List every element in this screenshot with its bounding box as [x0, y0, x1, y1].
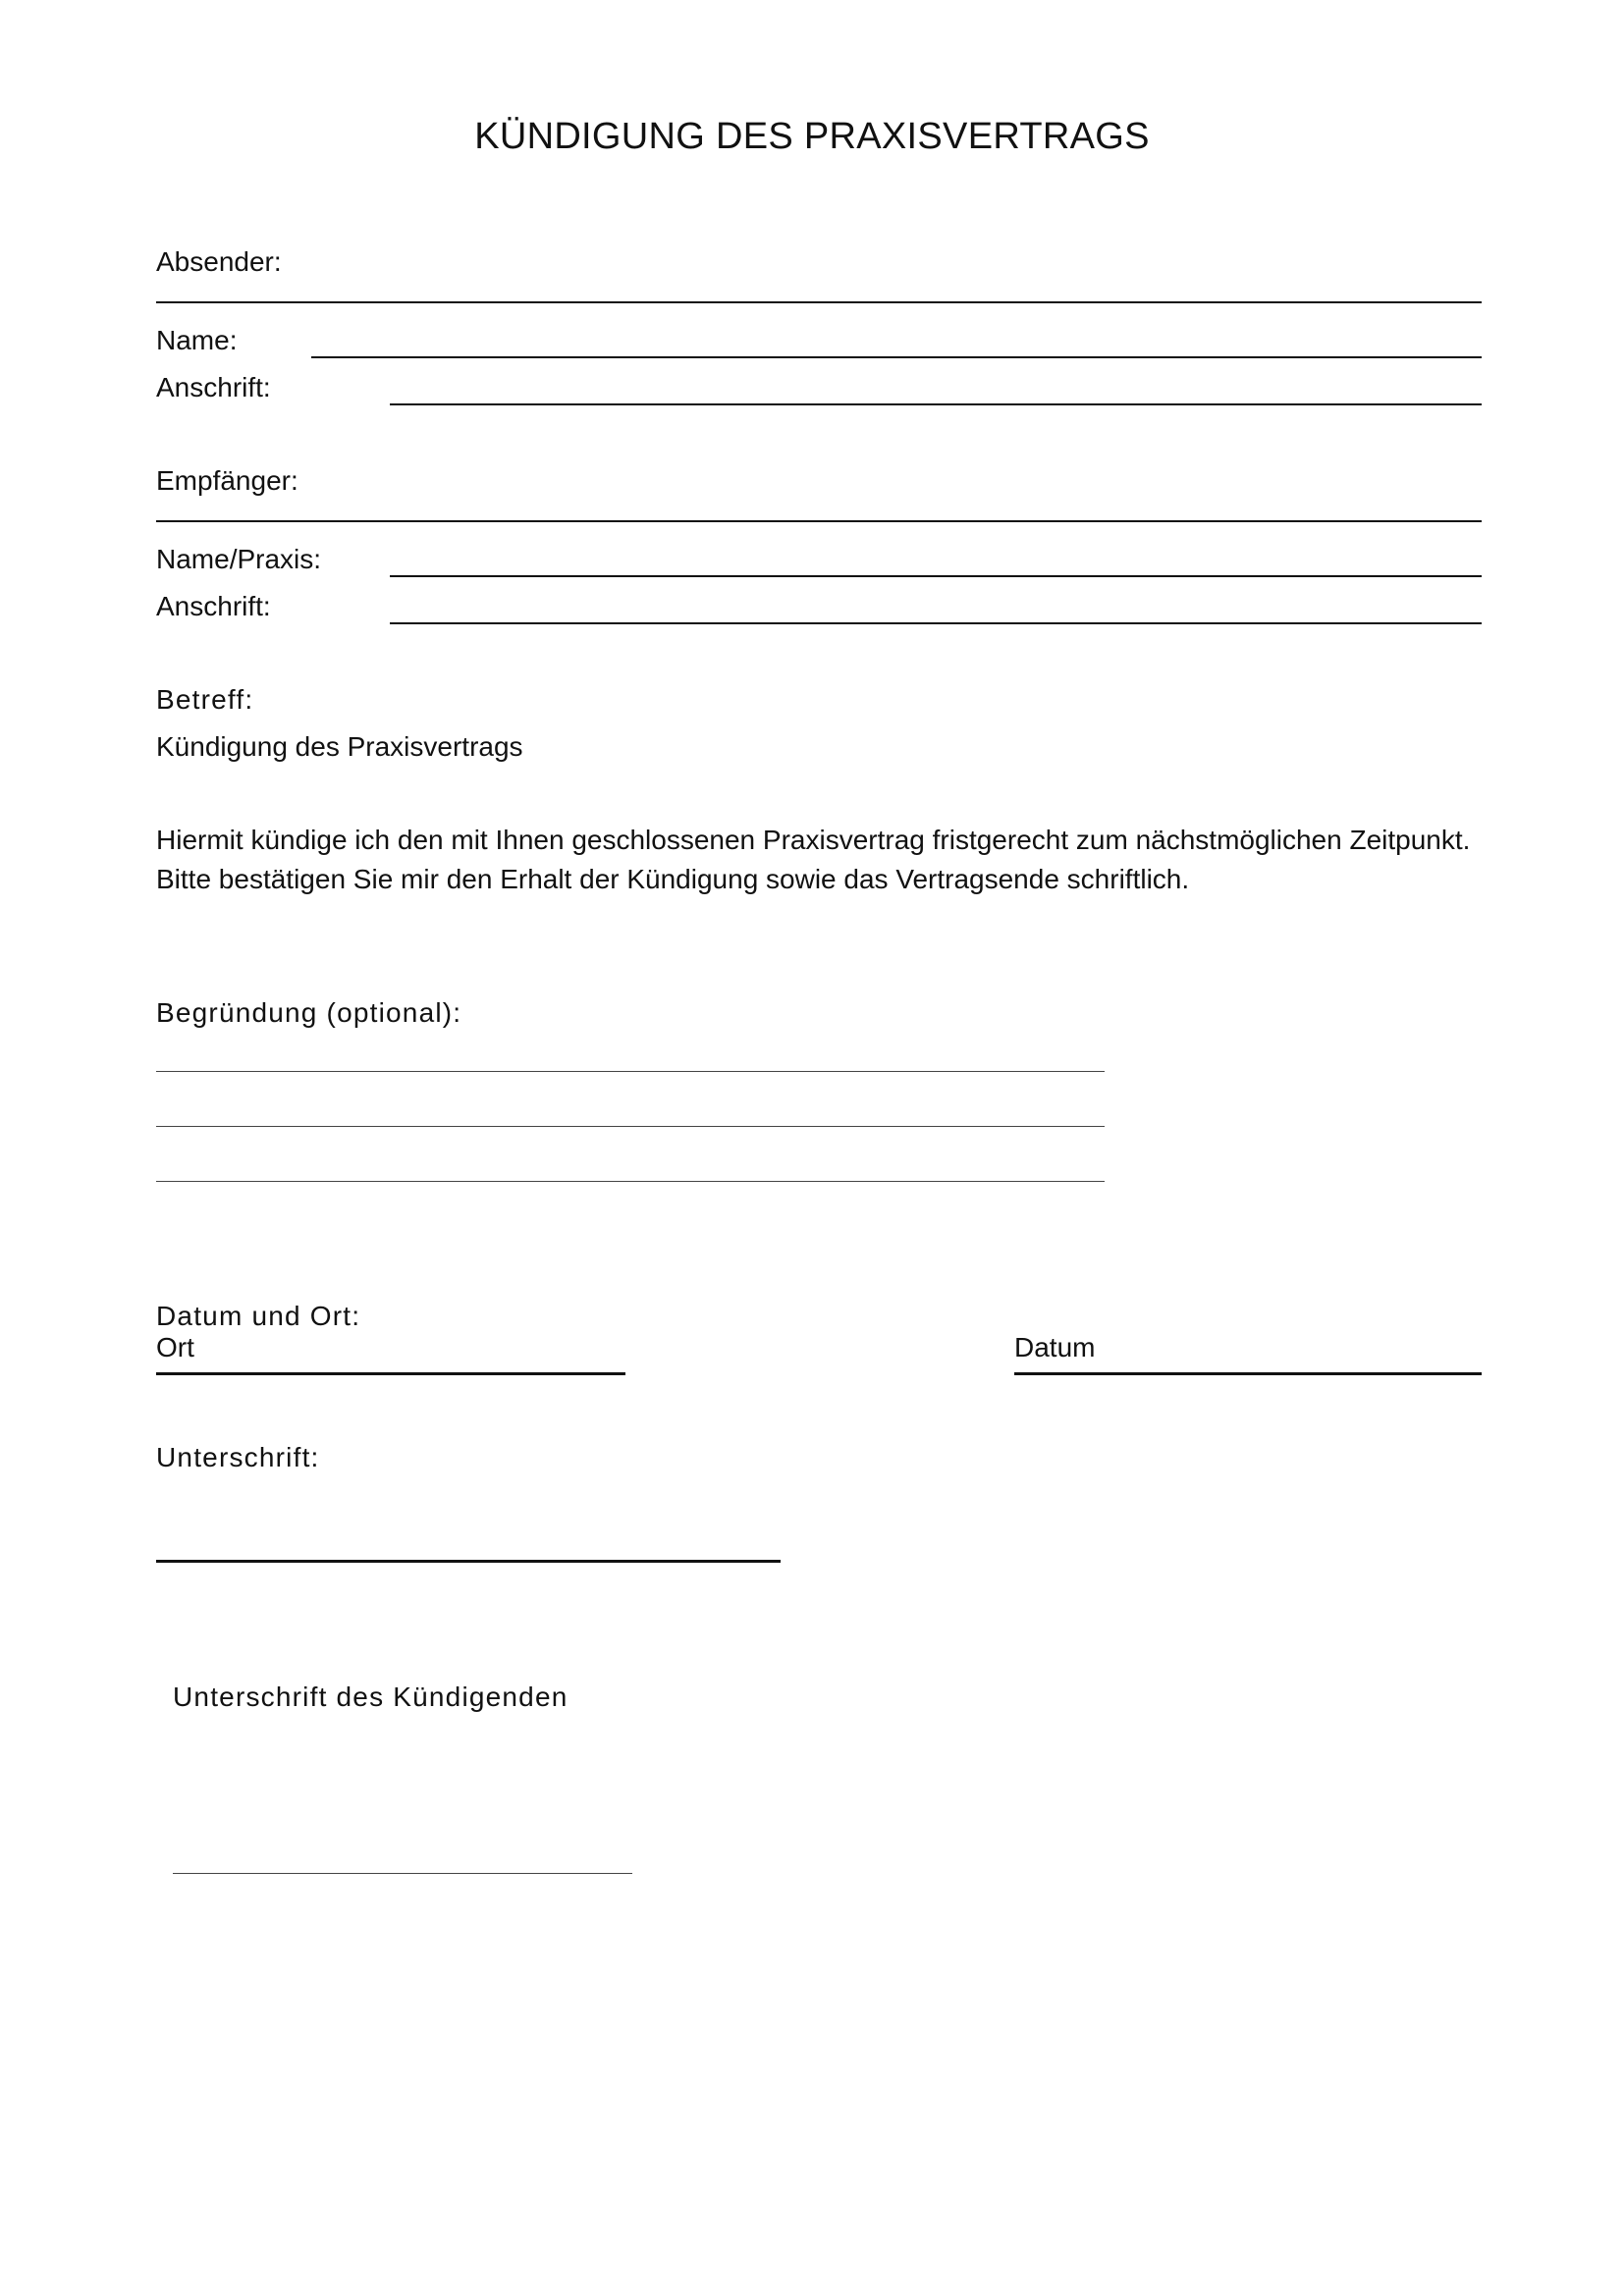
- recipient-address-field[interactable]: [390, 593, 1482, 624]
- sender-address-field[interactable]: [390, 374, 1482, 405]
- recipient-address-label: Anschrift:: [156, 591, 271, 621]
- reason-line-3[interactable]: [156, 1181, 1105, 1182]
- sender-name-label: Name:: [156, 325, 238, 355]
- date-label: Datum: [1014, 1332, 1096, 1362]
- sender-name-field[interactable]: [311, 327, 1482, 358]
- signature-field[interactable]: [156, 1560, 781, 1563]
- recipient-name-label: Name/Praxis:: [156, 544, 322, 574]
- date-field[interactable]: [1014, 1372, 1482, 1375]
- subject-heading: Betreff:: [156, 684, 254, 715]
- recipient-divider: [156, 520, 1482, 522]
- date-place-heading: Datum und Ort:: [156, 1301, 361, 1331]
- sender-heading: Absender:: [156, 246, 282, 277]
- recipient-name-field[interactable]: [390, 546, 1482, 577]
- signature-caption: Unterschrift des Kündigenden: [173, 1682, 568, 1712]
- signature-caption-line[interactable]: [173, 1873, 632, 1874]
- body-paragraph: [156, 821, 1491, 899]
- place-field[interactable]: [156, 1372, 625, 1375]
- signature-heading: Unterschrift:: [156, 1442, 320, 1472]
- reason-heading: Begründung (optional):: [156, 997, 462, 1028]
- reason-line-2[interactable]: [156, 1126, 1105, 1127]
- body-line-2: Bitte bestätigen Sie mir den Erhalt der Kündigung sowie das Vertragsende schriftlich.: [156, 864, 1190, 894]
- sender-address-label: Anschrift:: [156, 372, 271, 402]
- subject-text: Kündigung des Praxisvertrags: [156, 731, 523, 762]
- recipient-heading: Empfänger:: [156, 465, 298, 496]
- sender-divider: [156, 301, 1482, 303]
- reason-line-1[interactable]: [156, 1071, 1105, 1072]
- body-line-1: Hiermit kündige ich den mit Ihnen geschlossenen Praxisvertrag fristgerecht zum nächstmöglichen Zeitpunkt.: [156, 825, 1471, 855]
- document-title: KÜNDIGUNG DES PRAXISVERTRAGS: [474, 116, 1150, 157]
- place-label: Ort: [156, 1332, 194, 1362]
